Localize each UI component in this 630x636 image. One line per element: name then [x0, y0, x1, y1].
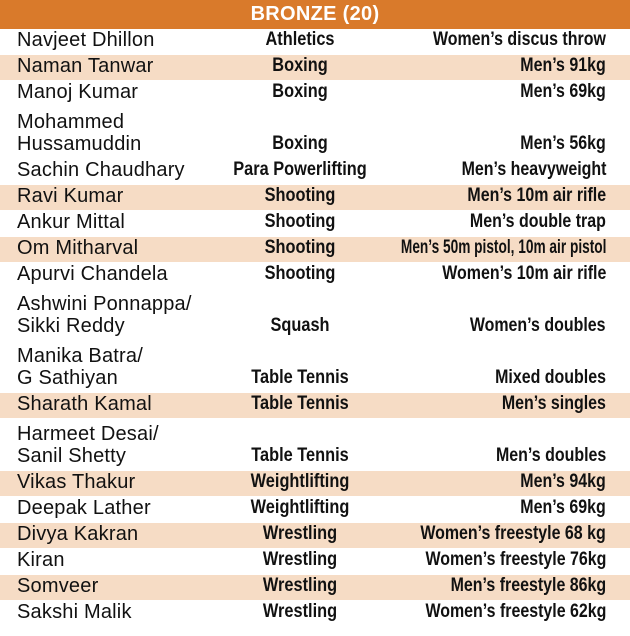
sport-name: Weightlifting [250, 471, 350, 492]
athlete-name [17, 185, 123, 207]
event-name: Men’s 69kg [520, 497, 606, 518]
table-row [0, 289, 630, 341]
athlete-name [17, 211, 125, 233]
athlete-name [17, 601, 132, 623]
athlete-name-line: G Sathiyan [17, 367, 118, 389]
athlete-name [17, 81, 138, 103]
event-name: Women’s discus throw [433, 29, 606, 50]
event-name: Women’s freestyle 68 kg [420, 523, 606, 544]
table-title: BRONZE (20) [250, 3, 380, 25]
athlete-name [17, 423, 159, 467]
event-name: Men’s 10m air rifle [467, 185, 606, 206]
table-row [0, 211, 630, 237]
athlete-name-line: Sakshi Malik [17, 601, 132, 623]
event-name: Men’s singles [501, 393, 606, 414]
athlete-name [17, 29, 155, 51]
sport-name: Table Tennis [251, 445, 349, 466]
event-name: Women’s 10m air rifle [441, 263, 606, 284]
athlete-name-line: Navjeet Dhillon [17, 29, 155, 51]
sport-name: Shooting [264, 263, 336, 284]
athlete-name [17, 237, 138, 259]
athlete-name [17, 111, 142, 155]
sport-name: Squash [270, 315, 330, 336]
table-row [0, 237, 630, 263]
athlete-name-line: Sachin Chaudhary [17, 159, 185, 181]
sport-name: Table Tennis [251, 393, 349, 414]
table-header [0, 0, 630, 29]
athlete-name-line: Mohammed [17, 111, 125, 133]
athlete-name-line: Manoj Kumar [17, 81, 139, 103]
event-name: Men’s 91kg [520, 55, 606, 76]
sport-name: Shooting [264, 211, 336, 232]
athlete-name-line: Om Mitharval [17, 237, 139, 259]
athlete-name-line: Somveer [17, 575, 99, 597]
table-row [0, 341, 630, 393]
table-row [0, 159, 630, 185]
event-name: Women’s doubles [470, 315, 606, 336]
athlete-name [17, 523, 138, 545]
event-name: Women’s freestyle 62kg [425, 601, 606, 622]
table-row [0, 393, 630, 419]
athlete-name-line: Sikki Reddy [17, 315, 125, 337]
event-name: Men’s doubles [495, 445, 606, 466]
table-row [0, 497, 630, 523]
event-name: Women’s freestyle 76kg [425, 549, 606, 570]
medal-table [0, 29, 630, 627]
event-name: Men’s double trap [470, 211, 606, 232]
table-row [0, 575, 630, 601]
table-row [0, 55, 630, 81]
sport-name: Shooting [264, 237, 336, 258]
athlete-name-line: Ravi Kumar [17, 185, 124, 207]
athlete-name-line: Harmeet Desai/ [17, 423, 159, 445]
athlete-name-line: Hussamuddin [17, 133, 142, 155]
event-name: Men’s 69kg [520, 81, 606, 102]
athlete-name [17, 575, 98, 597]
athlete-name-line: Ashwini Ponnappa/ [17, 293, 192, 315]
athlete-name [17, 55, 154, 77]
sport-name: Table Tennis [251, 367, 349, 388]
table-row [0, 549, 630, 575]
table-row [0, 185, 630, 211]
athlete-name-line: Divya Kakran [17, 523, 139, 545]
event-name: Men’s 56kg [520, 133, 606, 154]
athlete-name-line: Ankur Mittal [17, 211, 125, 233]
athlete-name [17, 497, 151, 519]
sport-name: Boxing [272, 55, 328, 76]
athlete-name [17, 471, 135, 493]
table-row [0, 81, 630, 107]
athlete-name [17, 293, 192, 337]
sport-name: Wrestling [262, 601, 338, 622]
athlete-name-line: Sanil Shetty [17, 445, 127, 467]
sport-name: Boxing [272, 133, 328, 154]
sport-name: Athletics [265, 29, 335, 50]
table-row [0, 471, 630, 497]
athlete-name-line: Sharath Kamal [17, 393, 152, 415]
athlete-name-line: Naman Tanwar [17, 55, 154, 77]
athlete-name-line: Manika Batra/ [17, 345, 143, 367]
athlete-name-line: Apurvi Chandela [17, 263, 168, 285]
athlete-name [17, 159, 185, 181]
event-name: Men’s freestyle 86kg [450, 575, 606, 596]
event-name: Men’s 50m pistol, 10m air pistol [400, 237, 606, 258]
sport-name: Wrestling [262, 549, 338, 570]
athlete-name [17, 393, 152, 415]
table-row [0, 107, 630, 159]
sport-name: Boxing [272, 81, 328, 102]
athlete-name [17, 549, 65, 571]
table-row [0, 419, 630, 471]
athlete-name [17, 263, 168, 285]
athlete-name-line: Kiran [17, 549, 65, 571]
table-row [0, 29, 630, 55]
table-row [0, 263, 630, 289]
table-row [0, 601, 630, 627]
sport-name: Weightlifting [250, 497, 350, 518]
athlete-name [17, 345, 143, 389]
sport-name: Wrestling [262, 523, 338, 544]
table-row [0, 523, 630, 549]
sport-name: Wrestling [262, 575, 338, 596]
athlete-name-line: Deepak Lather [17, 497, 151, 519]
sport-name: Para Powerlifting [233, 159, 367, 180]
event-name: Men’s heavyweight [461, 159, 606, 180]
event-name: Mixed doubles [495, 367, 606, 388]
athlete-name-line: Vikas Thakur [17, 471, 136, 493]
event-name: Men’s 94kg [520, 471, 606, 492]
sport-name: Shooting [264, 185, 336, 206]
